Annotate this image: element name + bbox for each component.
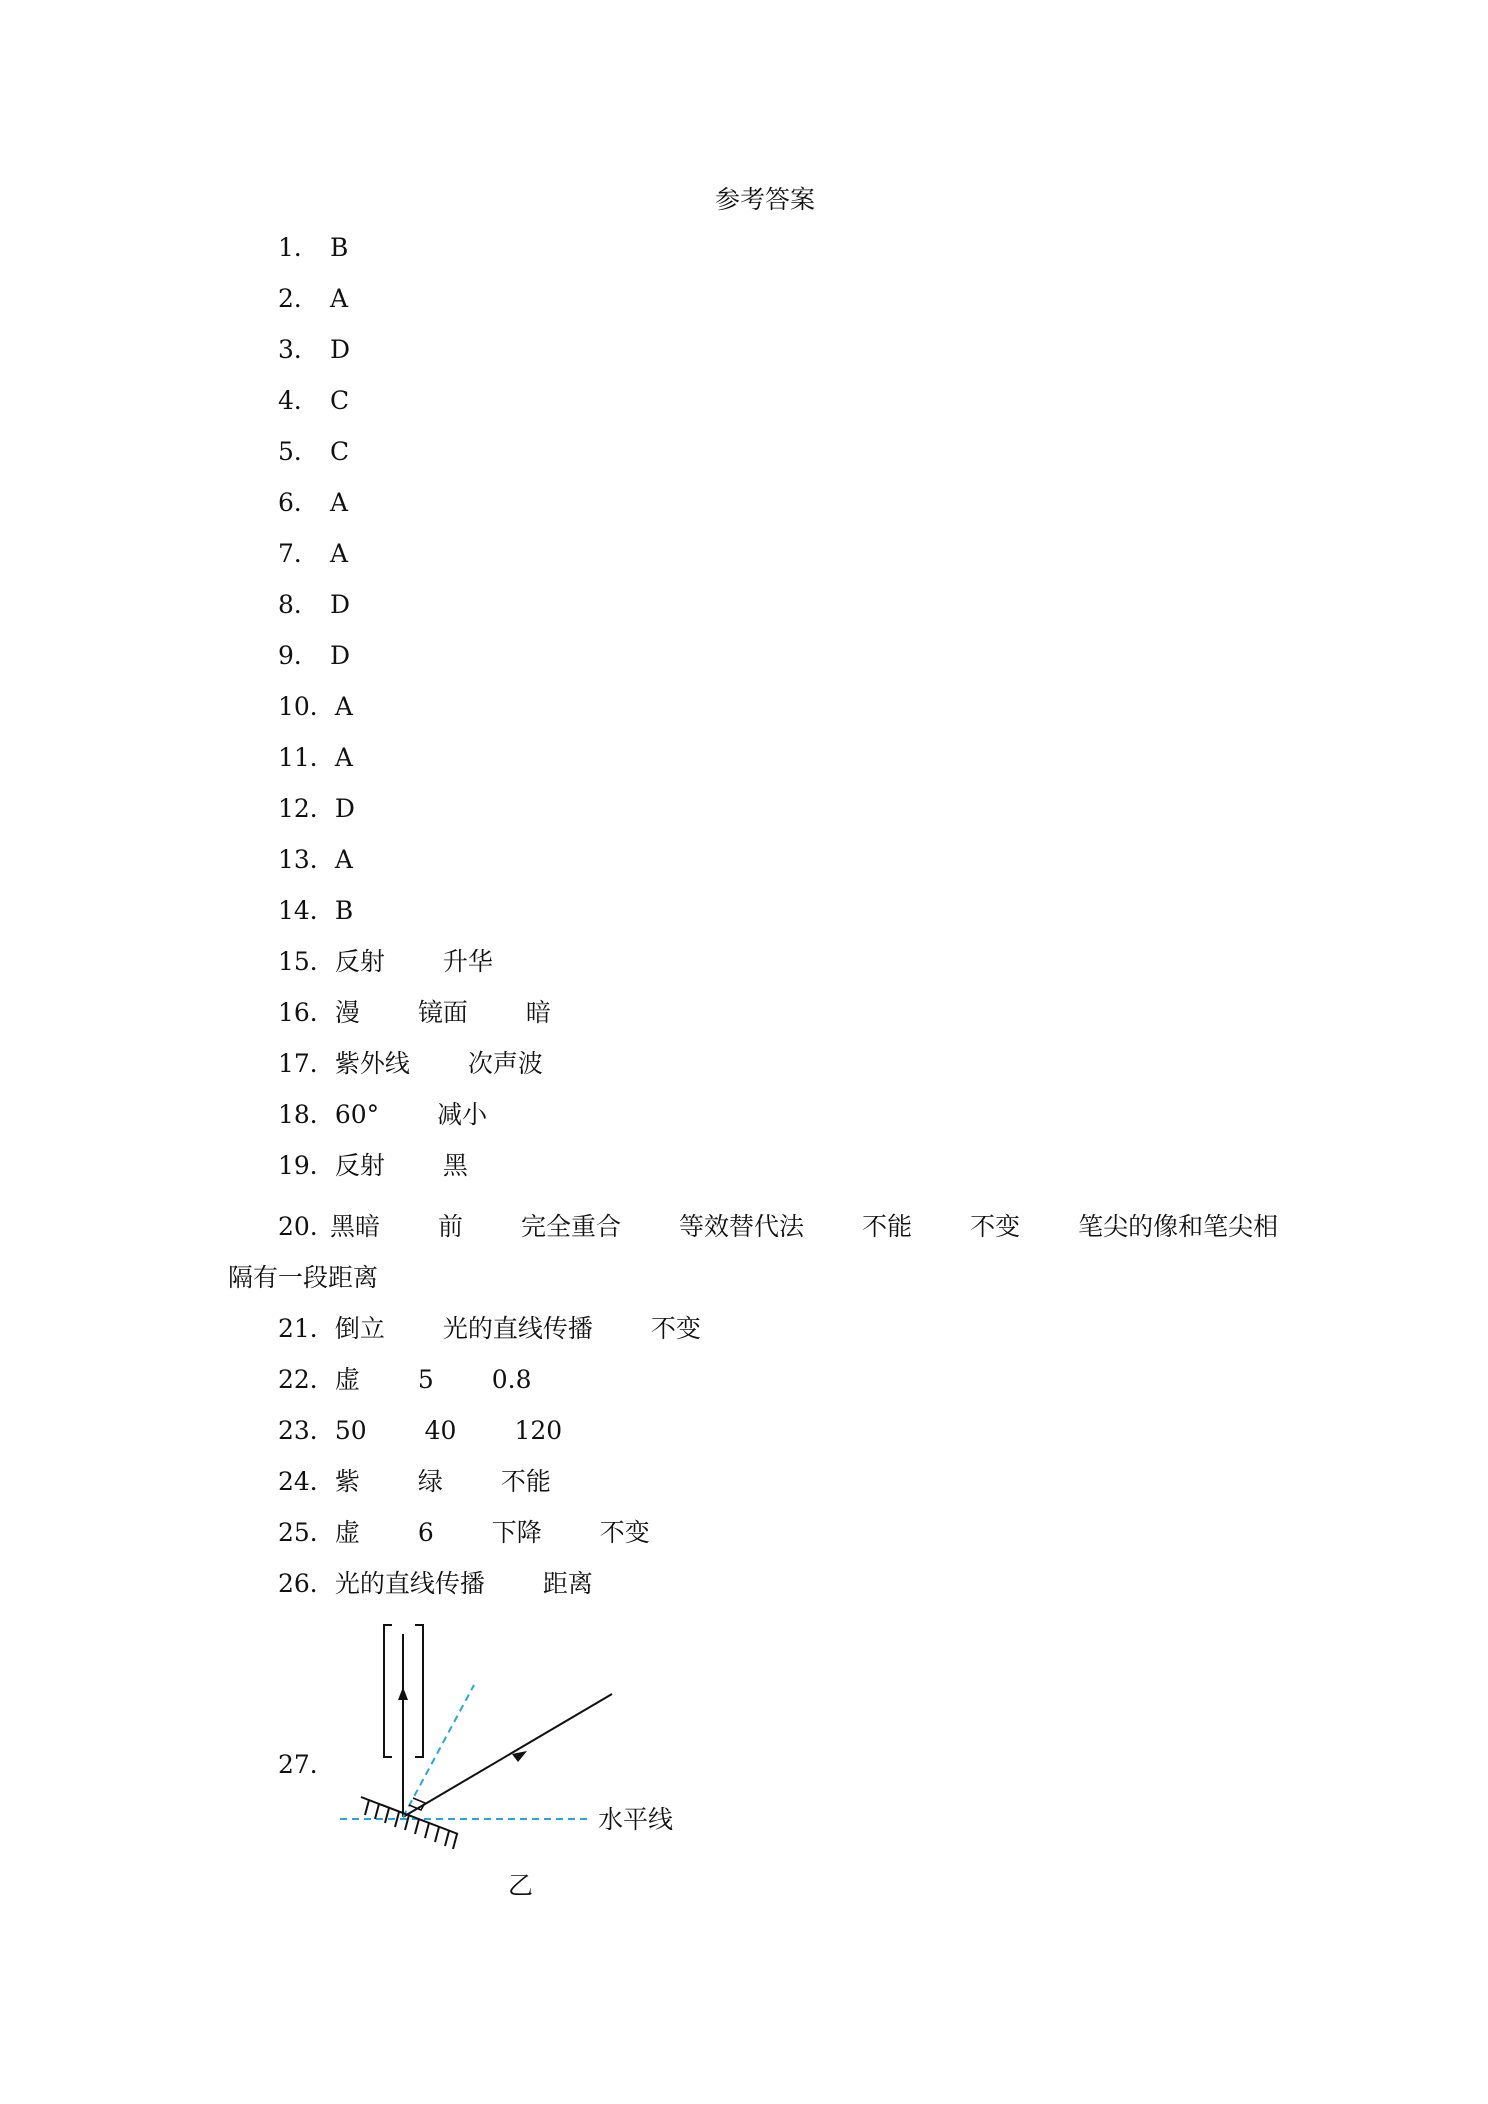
answer-number: 8． xyxy=(278,590,319,619)
answer-part: 黑 xyxy=(442,1151,468,1180)
answer-part: 前 xyxy=(438,1212,464,1241)
answer-part: 反射 xyxy=(334,947,385,976)
answer-part: 镜面 xyxy=(417,998,468,1027)
answer-part: 6 xyxy=(417,1518,434,1547)
answer-part: 不能 xyxy=(500,1467,551,1496)
answer-part: D xyxy=(330,590,351,619)
answer-part: 120 xyxy=(514,1416,563,1445)
answer-part: 虚 xyxy=(334,1518,360,1547)
answer-part: A xyxy=(334,743,353,772)
answer-part: 距离 xyxy=(542,1569,593,1598)
answer-number: 21． xyxy=(278,1314,335,1343)
answer-part: 紫外线 xyxy=(334,1049,410,1078)
answer-part: 笔尖的像和笔尖相 xyxy=(1078,1212,1279,1241)
answer-part: A xyxy=(330,488,349,517)
q27-number: 27． xyxy=(278,1750,335,1779)
answer-part: 0.8 xyxy=(491,1365,532,1394)
answer-part: 光的直线传播 xyxy=(334,1569,485,1598)
answer-number: 13． xyxy=(278,845,335,874)
answer-part: 反射 xyxy=(334,1151,385,1180)
incident-ray xyxy=(403,1694,612,1817)
answer-number: 20. xyxy=(278,1212,318,1241)
answer-part: C xyxy=(330,437,350,466)
answer-part: B xyxy=(334,896,354,925)
answer-part: 40 xyxy=(424,1416,457,1445)
answer-part: 光的直线传播 xyxy=(442,1314,593,1343)
answer-part: C xyxy=(330,386,350,415)
answer-part: 不变 xyxy=(970,1212,1021,1241)
answer-part: 黑暗 xyxy=(330,1212,381,1241)
answer-part: A xyxy=(330,539,349,568)
answer-part: 绿 xyxy=(417,1467,443,1496)
answer-part: 不能 xyxy=(862,1212,913,1241)
answer-part: 下降 xyxy=(491,1518,542,1547)
answer-number: 19． xyxy=(278,1151,335,1180)
tube-left-bracket xyxy=(384,1625,392,1757)
right-angle-marker xyxy=(409,1798,425,1810)
answer-part: 5 xyxy=(417,1365,434,1394)
answer-part: 等效替代法 xyxy=(679,1212,805,1241)
answer-part: 减小 xyxy=(437,1100,488,1129)
answer-number: 5． xyxy=(278,437,319,466)
answer-number: 22． xyxy=(278,1365,335,1394)
answer-part: 次声波 xyxy=(467,1049,543,1078)
answer-number: 23． xyxy=(278,1416,335,1445)
answer-number: 3． xyxy=(278,335,319,364)
answer-number: 4． xyxy=(278,386,319,415)
answer-number: 15． xyxy=(278,947,335,976)
answer-part: 不变 xyxy=(650,1314,701,1343)
answer-number: 12． xyxy=(278,794,335,823)
answer-number: 1． xyxy=(278,233,319,262)
answer-part: D xyxy=(334,794,355,823)
horizontal-line-label: 水平线 xyxy=(598,1805,674,1834)
reflected-ray-arrow xyxy=(398,1687,408,1700)
answer-part: 不变 xyxy=(599,1518,650,1547)
answer-number: 18． xyxy=(278,1100,335,1129)
answer-part: D xyxy=(330,641,351,670)
answer-part: 虚 xyxy=(334,1365,360,1394)
answer-number: 16． xyxy=(278,998,335,1027)
answer-part: 升华 xyxy=(442,947,493,976)
answer-part: A xyxy=(334,692,353,721)
tube-right-bracket xyxy=(415,1625,423,1757)
answer-number: 11． xyxy=(278,743,335,772)
answer-part: A xyxy=(330,284,349,313)
answer-part: 倒立 xyxy=(334,1314,385,1343)
answer-part: 60° xyxy=(334,1100,380,1129)
figure-caption: 乙 xyxy=(508,1871,534,1900)
answer-number: 17． xyxy=(278,1049,335,1078)
answer-part: 漫 xyxy=(334,998,360,1027)
page-title: 参考答案 xyxy=(714,185,815,214)
answer-part: B xyxy=(330,233,349,262)
answer-part: 完全重合 xyxy=(521,1212,622,1241)
answer-number: 26． xyxy=(278,1569,335,1598)
answer-number: 7． xyxy=(278,539,319,568)
answer-number: 6． xyxy=(278,488,319,517)
answer-number: 14． xyxy=(278,896,335,925)
answer-part: 50 xyxy=(334,1416,367,1445)
answer-number: 2． xyxy=(278,284,319,313)
answer-part: A xyxy=(334,845,353,874)
answer-part: 暗 xyxy=(525,998,551,1027)
answer-part: 紫 xyxy=(334,1467,360,1496)
mirror-hatching xyxy=(365,1800,457,1849)
answer-number: 25． xyxy=(278,1518,335,1547)
answer-number: 10． xyxy=(278,692,335,721)
answer-number: 9． xyxy=(278,641,319,670)
answer-number: 24． xyxy=(278,1467,335,1496)
answer-part: D xyxy=(330,335,351,364)
q20-continuation: 隔有一段距离 xyxy=(228,1263,379,1292)
